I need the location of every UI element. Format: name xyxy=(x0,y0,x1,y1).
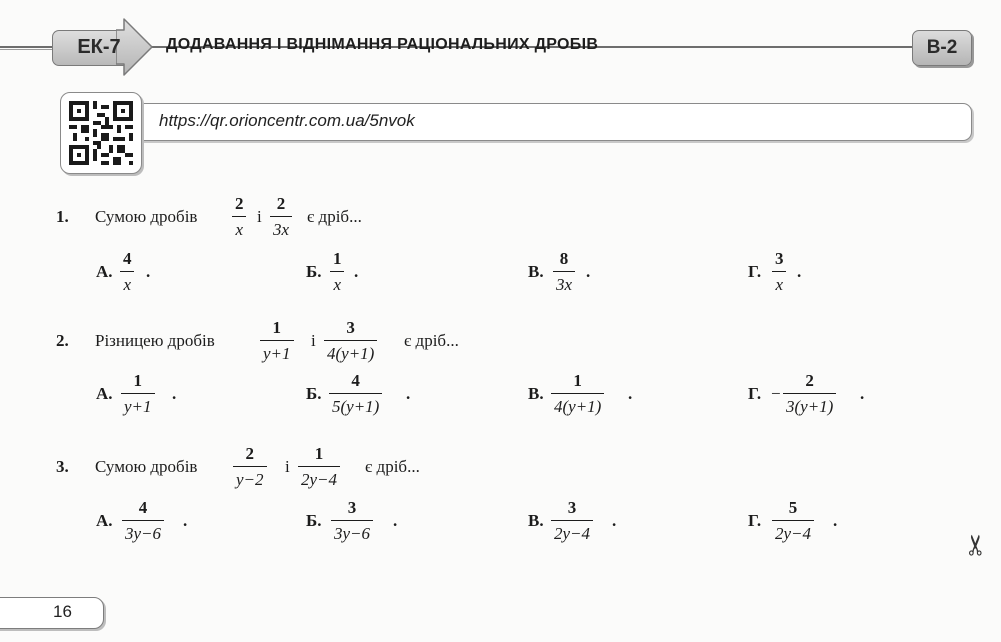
fraction xyxy=(331,499,373,542)
denominator: x xyxy=(772,271,786,293)
scissors-icon: ✂ xyxy=(961,533,993,557)
period: . xyxy=(833,511,838,530)
period: . xyxy=(183,511,188,530)
numerator: 4 xyxy=(138,498,148,517)
period: . xyxy=(612,511,617,530)
variant-badge: В-2 xyxy=(912,30,972,66)
numerator: 8 xyxy=(559,249,569,268)
fraction xyxy=(122,499,164,542)
denominator: 2y−4 xyxy=(551,520,593,542)
minus-sign: − xyxy=(771,384,781,403)
page-title: ДОДАВАННЯ І ВІДНІМАННЯ РАЦІОНАЛЬНИХ ДРОБІВ xyxy=(166,36,599,53)
fraction xyxy=(772,250,787,293)
period: . xyxy=(860,384,865,403)
fraction xyxy=(551,372,604,415)
numerator: 2 xyxy=(245,444,255,463)
question-suffix: є дріб... xyxy=(365,457,420,476)
denominator: y+1 xyxy=(260,340,294,362)
denominator: 3(y+1) xyxy=(783,393,836,415)
question-suffix: є дріб... xyxy=(307,207,362,226)
denominator: 3y−6 xyxy=(331,520,373,542)
answer-letter: Г. xyxy=(748,262,762,281)
denominator: 5(y+1) xyxy=(329,393,382,415)
period: . xyxy=(586,262,591,281)
denominator: 4(y+1) xyxy=(324,340,377,362)
numerator: 3 xyxy=(347,498,357,517)
question-prefix: Сумою дробів xyxy=(95,207,198,226)
fraction xyxy=(298,445,340,488)
page-number-box xyxy=(0,597,104,629)
denominator: 2y−4 xyxy=(298,466,340,488)
fraction xyxy=(120,250,135,293)
fraction xyxy=(233,445,267,488)
numerator: 1 xyxy=(272,318,282,337)
period: . xyxy=(406,384,411,403)
numerator: 1 xyxy=(133,371,143,390)
qr-frame xyxy=(60,92,142,174)
denominator: x xyxy=(330,271,344,293)
numerator: 5 xyxy=(788,498,798,517)
period: . xyxy=(354,262,359,281)
answer-letter: Б. xyxy=(306,511,322,530)
period: . xyxy=(628,384,633,403)
answer-letter: А. xyxy=(96,384,113,403)
answer-letter: А. xyxy=(96,262,113,281)
denominator: x xyxy=(120,271,134,293)
denominator: 2y−4 xyxy=(772,520,814,542)
conjunction: і xyxy=(311,331,316,350)
page-number: 16 xyxy=(53,602,72,621)
denominator: x xyxy=(232,216,246,238)
question-prefix: Різницею дробів xyxy=(95,331,215,350)
fraction xyxy=(330,250,345,293)
numerator: 3 xyxy=(346,318,355,337)
fraction xyxy=(270,195,292,238)
header-rule-thin xyxy=(0,49,60,50)
denominator: 4(y+1) xyxy=(551,393,604,415)
numerator: 3 xyxy=(775,249,784,268)
numerator: 1 xyxy=(314,444,324,463)
answer-letter: Б. xyxy=(306,384,322,403)
answer-letter: А. xyxy=(96,511,113,530)
question-number: 3. xyxy=(56,457,69,476)
denominator: y+1 xyxy=(121,393,155,415)
url-box[interactable] xyxy=(139,103,972,141)
numerator: 2 xyxy=(276,194,286,213)
fraction xyxy=(551,499,593,542)
conjunction: і xyxy=(285,457,290,476)
question-number: 1. xyxy=(56,207,69,226)
fraction xyxy=(772,499,814,542)
denominator: y−2 xyxy=(233,466,267,488)
fraction xyxy=(329,372,382,415)
numerator: 3 xyxy=(567,498,577,517)
question-number: 2. xyxy=(56,331,69,350)
fraction xyxy=(232,195,247,238)
url-link[interactable]: https://qr.orioncentr.com.ua/5nvok xyxy=(159,111,415,130)
answer-letter: В. xyxy=(528,262,544,281)
numerator: 2 xyxy=(235,194,244,213)
unit-code: ЕК-7 xyxy=(77,36,121,58)
denominator: 3x xyxy=(270,216,292,238)
answer-letter: Б. xyxy=(306,262,322,281)
answer-letter: Г. xyxy=(748,384,762,403)
numerator: 1 xyxy=(333,249,342,268)
answer-letter: В. xyxy=(528,511,544,530)
denominator: 3x xyxy=(553,271,575,293)
answer-letter: Г. xyxy=(748,511,762,530)
period: . xyxy=(393,511,398,530)
numerator: 4 xyxy=(351,371,360,390)
answer-letter: В. xyxy=(528,384,544,403)
fraction xyxy=(553,250,575,293)
period: . xyxy=(797,262,802,281)
fraction xyxy=(260,319,294,362)
fraction xyxy=(121,372,155,415)
fraction xyxy=(783,372,836,415)
qr-code-icon[interactable] xyxy=(69,101,133,165)
question-prefix: Сумою дробів xyxy=(95,457,198,476)
denominator: 3y−6 xyxy=(122,520,164,542)
period: . xyxy=(146,262,151,281)
question-suffix: є дріб... xyxy=(404,331,459,350)
conjunction: і xyxy=(257,207,262,226)
numerator: 4 xyxy=(123,249,132,268)
numerator: 2 xyxy=(805,371,814,390)
numerator: 1 xyxy=(573,371,582,390)
period: . xyxy=(172,384,177,403)
fraction xyxy=(324,319,377,362)
